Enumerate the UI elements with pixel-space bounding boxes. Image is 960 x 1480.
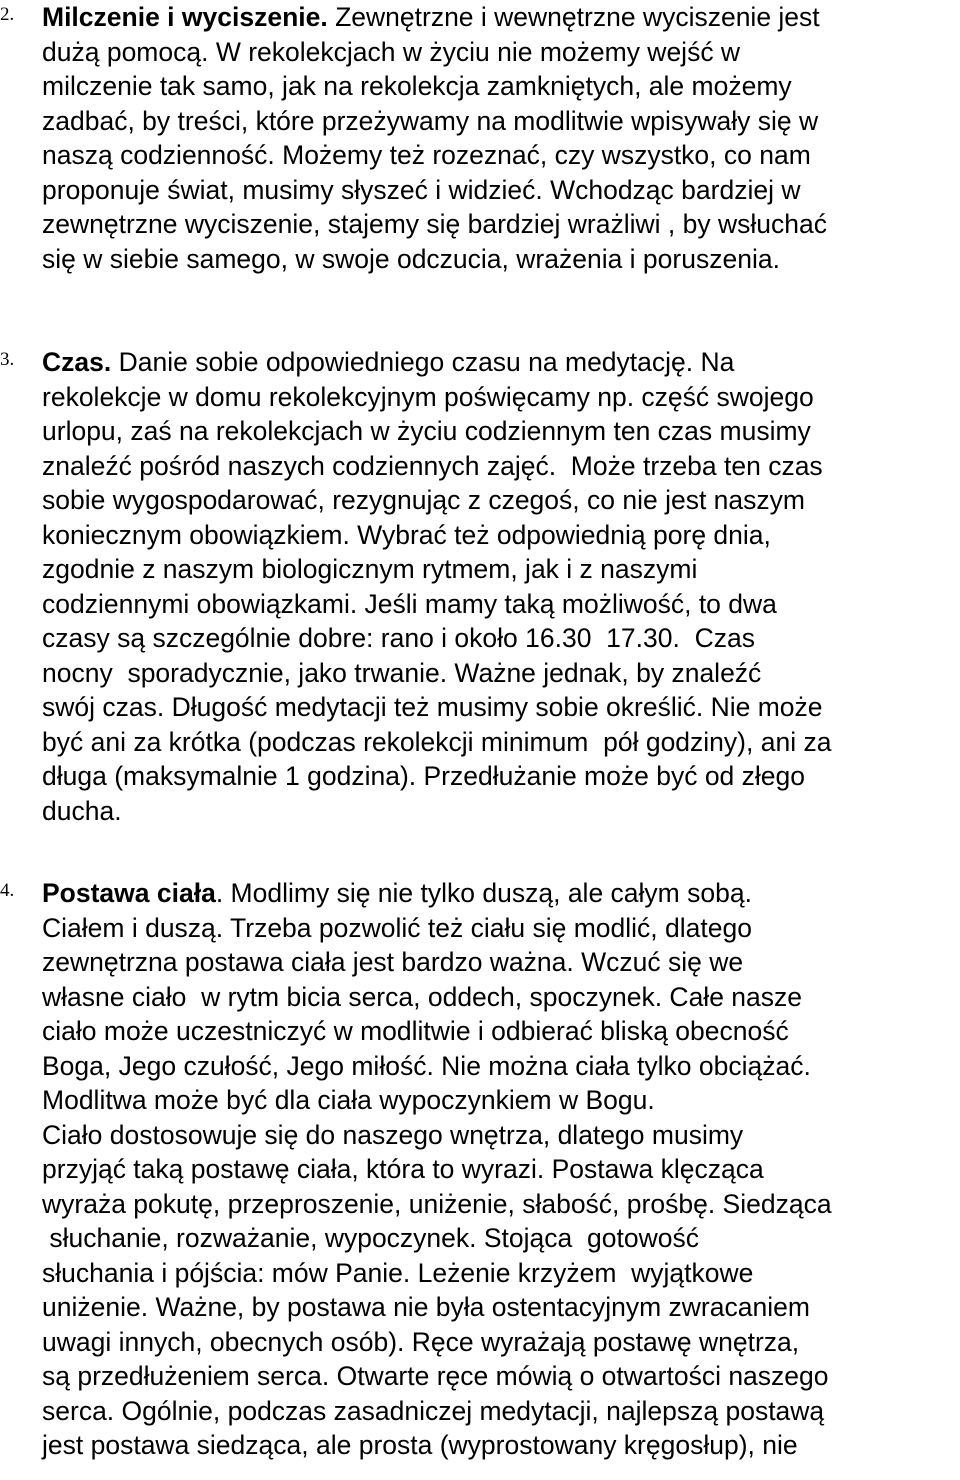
text-line: sobie wygospodarować, rezygnując z czegoś, co nie jest naszym xyxy=(42,485,805,515)
text-line: uniżenie. Ważne, by postawa nie była ostentacyjnym zwracaniem xyxy=(42,1292,810,1322)
text-line: własne ciało w rytm bicia serca, oddech, spoczynek. Całe nasze xyxy=(42,981,803,1012)
text-line: ducha. xyxy=(42,795,122,826)
text-line: dużą pomocą. W rekolekcjach w życiu nie możemy wejść w xyxy=(42,36,741,67)
text-line: Boga, Jego czułość, Jego miłość. Nie można ciała tylko obciążać. xyxy=(42,1050,811,1081)
text-line: ciało może uczestniczyć w modlitwie i odbierać bliską obecność xyxy=(42,1016,789,1046)
text-line: słuchania i pójścia: mów Panie. Leżenie krzyżem wyjątkowe xyxy=(42,1257,754,1288)
text-line: Ciałem i duszą. Trzeba pozwolić też ciału się modlić, dlatego xyxy=(42,912,752,943)
text-line: są przedłużeniem serca. Otwarte ręce mówią o otwartości naszego xyxy=(42,1361,829,1391)
item-heading: Postawa ciała xyxy=(42,878,216,908)
text-line: długa (maksymalnie 1 godzina). Przedłużanie może być od złego xyxy=(42,761,806,791)
text-line: swój czas. Długość medytacji też musimy sobie określić. Nie może xyxy=(42,692,823,722)
text-line: znaleźć pośród naszych codziennych zajęć. Może trzeba ten czas xyxy=(42,450,823,481)
text-line: słuchanie, rozważanie, wypoczynek. Stojąca gotowość xyxy=(42,1223,699,1253)
text-line: codziennymi obowiązkami. Jeśli mamy taką możliwość, to dwa xyxy=(42,588,777,619)
text-line: serca. Ogólnie, podczas zasadniczej medytacji, najlepszą postawą xyxy=(42,1395,825,1426)
text-line xyxy=(42,876,752,911)
text-line: milczenie tak samo, jak na rekolekcja zamkniętych, ale możemy xyxy=(42,71,792,101)
text-line: zewnętrzna postawa ciała jest bardzo ważna. Wczuć się we xyxy=(42,947,744,977)
text-line: nocny sporadycznie, jako trwanie. Ważne jednak, by znaleźć xyxy=(42,657,762,688)
text-line: przyjąć taką postawę ciała, która to wyrazi. Postawa klęcząca xyxy=(42,1154,772,1184)
text-line: proponuje świat, musimy słyszeć i widzieć. Wchodząc bardziej w xyxy=(42,174,801,205)
text-line: Modlitwa może być dla ciała wypoczynkiem w Bogu. xyxy=(42,1085,655,1115)
text-line: jest postawa siedząca, ale prosta (wyprostowany kręgosłup), nie xyxy=(42,1430,798,1460)
text-line: rekolekcje w domu rekolekcyjnym poświęcamy np. część swojego xyxy=(42,381,814,412)
text-line: być ani za krótka (podczas rekolekcji minimum pół godziny), ani za xyxy=(42,726,832,757)
text-line: się w siebie samego, w swoje odczucia, wrażenia i poruszenia. xyxy=(42,243,780,274)
text-line: czasy są szczególnie dobre: rano i około 16.30 17.30. Czas xyxy=(42,623,755,653)
text-line xyxy=(42,345,734,380)
text-line: zadbać, by treści, które przeżywamy na modlitwie wpisywały się w xyxy=(42,105,819,136)
list-number: 2. xyxy=(0,4,15,25)
text-line: zgodnie z naszym biologicznym rytmem, jak i z naszymi xyxy=(42,554,698,584)
text-line: koniecznym obowiązkiem. Wybrać też odpowiednią porę dnia, xyxy=(42,519,771,550)
item-heading: Milczenie i wyciszenie. xyxy=(42,2,328,32)
text-line: zewnętrzne wyciszenie, stajemy się bardziej wrażliwi , by wsłuchać xyxy=(42,209,827,239)
text-line: Ciało dostosowuje się do naszego wnętrza, dlatego musimy xyxy=(42,1119,744,1150)
text-line-rest: Danie sobie odpowiedniego czasu na medytację. Na xyxy=(111,347,735,377)
text-line: urlopu, zaś na rekolekcjach w życiu codziennym ten czas musimy xyxy=(42,416,811,446)
text-line: naszą codzienność. Możemy też rozeznać, czy wszystko, co nam xyxy=(42,140,811,170)
list-number: 4. xyxy=(0,880,15,901)
list-number: 3. xyxy=(0,349,15,370)
text-line xyxy=(42,0,820,35)
text-line-rest: Zewnętrzne i wewnętrzne wyciszenie jest xyxy=(327,2,820,32)
text-line-rest: . Modlimy się nie tylko duszą, ale całym sobą. xyxy=(215,878,752,908)
text-line: uwagi innych, obecnych osób). Ręce wyrażają postawę wnętrza, xyxy=(42,1326,800,1357)
item-heading: Czas. xyxy=(42,347,112,377)
text-line: wyraża pokutę, przeproszenie, uniżenie, słabość, prośbę. Siedząca xyxy=(42,1188,832,1219)
